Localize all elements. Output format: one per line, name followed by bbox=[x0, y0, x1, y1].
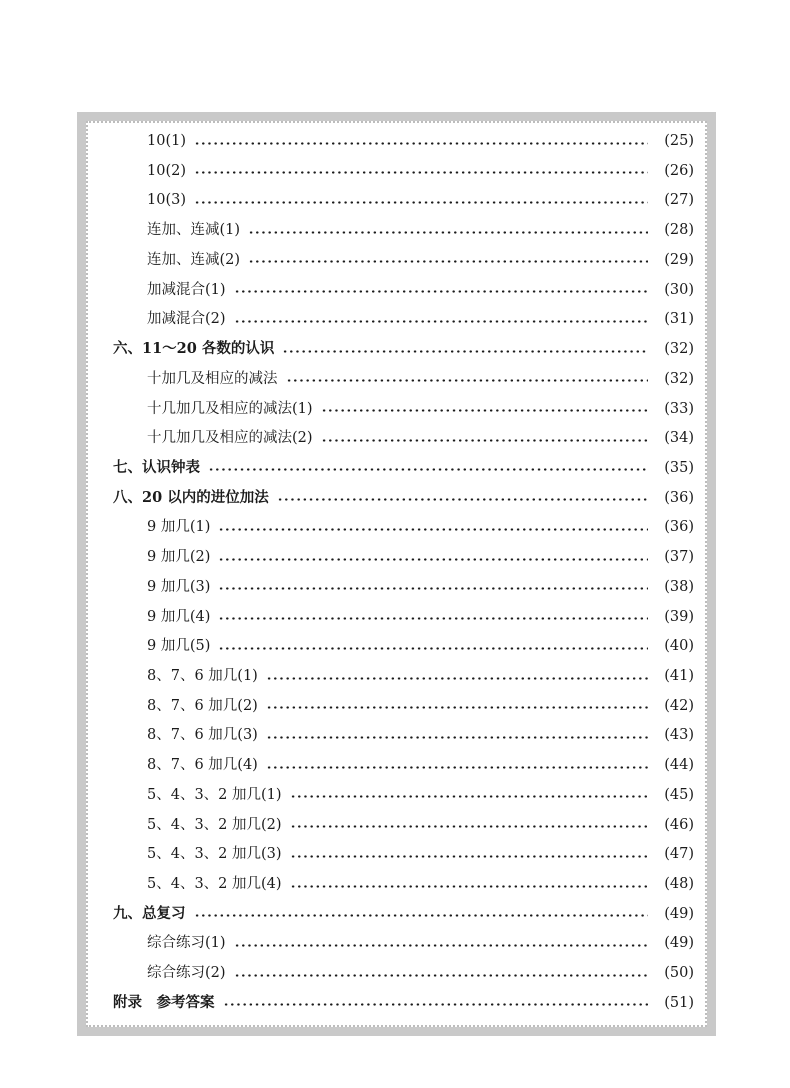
toc-page-number: (37) bbox=[664, 549, 694, 566]
toc-page-number: (51) bbox=[664, 994, 694, 1011]
toc-page-number: (42) bbox=[664, 697, 694, 714]
toc-entry-title: 9 加几(4) bbox=[147, 608, 211, 625]
toc-page-number: (39) bbox=[664, 608, 694, 625]
toc-page-number: (43) bbox=[664, 727, 694, 744]
toc-page-number: (27) bbox=[664, 192, 694, 209]
dot-leader bbox=[277, 498, 648, 501]
toc-page-number: (32) bbox=[664, 341, 694, 357]
toc-page-number: (45) bbox=[664, 786, 694, 803]
toc-page-number: (44) bbox=[664, 757, 694, 774]
toc-entry-title: 综合练习(1) bbox=[147, 935, 226, 952]
dot-leader bbox=[218, 617, 648, 620]
dot-leader bbox=[248, 231, 648, 234]
toc-section-entry[interactable] bbox=[0, 694, 790, 718]
dot-leader bbox=[266, 766, 648, 769]
toc-section-entry[interactable] bbox=[0, 278, 790, 302]
dot-leader bbox=[234, 320, 648, 323]
toc-entry-title: 附录 参考答案 bbox=[113, 993, 215, 1011]
toc-page-number: (34) bbox=[664, 430, 694, 447]
dot-leader bbox=[194, 201, 648, 204]
toc-entry-title: 九、总复习 bbox=[113, 904, 186, 922]
dot-leader bbox=[321, 439, 648, 442]
dot-leader bbox=[266, 736, 648, 739]
toc-entry-title: 5、4、3、2 加几(1) bbox=[147, 786, 282, 803]
toc-entry-title: 5、4、3、2 加几(3) bbox=[147, 846, 282, 863]
toc-section-entry[interactable] bbox=[0, 129, 790, 153]
toc-section-entry[interactable] bbox=[0, 397, 790, 421]
toc-page-number: (40) bbox=[664, 638, 694, 655]
dot-leader bbox=[218, 528, 648, 531]
toc-section-entry[interactable] bbox=[0, 367, 790, 391]
toc-entry-title: 综合练习(2) bbox=[147, 965, 226, 982]
toc-page-number: (32) bbox=[664, 370, 694, 387]
toc-section-entry[interactable] bbox=[0, 753, 790, 777]
toc-section-entry[interactable] bbox=[0, 783, 790, 807]
dot-leader bbox=[290, 885, 648, 888]
toc-entry-title: 5、4、3、2 加几(2) bbox=[147, 816, 282, 833]
toc-entry-title: 十几加几及相应的减法(1) bbox=[147, 400, 313, 417]
toc-page-number: (33) bbox=[664, 400, 694, 417]
dot-leader bbox=[266, 706, 648, 709]
dot-leader bbox=[266, 677, 648, 680]
toc-section-entry[interactable] bbox=[0, 426, 790, 450]
toc-section-entry[interactable] bbox=[0, 248, 790, 272]
dot-leader bbox=[282, 350, 648, 353]
dot-leader bbox=[234, 290, 648, 293]
toc-chapter-entry[interactable] bbox=[0, 902, 790, 926]
toc-page-number: (47) bbox=[664, 846, 694, 863]
toc-page-number: (36) bbox=[664, 489, 694, 506]
toc-section-entry[interactable] bbox=[0, 218, 790, 242]
dot-leader bbox=[208, 468, 648, 471]
toc-entry-title: 六、11～20 各数的认识 bbox=[113, 340, 275, 357]
toc-section-entry[interactable] bbox=[0, 605, 790, 629]
toc-chapter-entry[interactable] bbox=[0, 337, 790, 361]
toc-page-number: (49) bbox=[664, 935, 694, 952]
toc-page-number: (28) bbox=[664, 222, 694, 239]
toc-page-number: (50) bbox=[664, 965, 694, 982]
toc-entry-title: 连加、连减(2) bbox=[147, 251, 241, 268]
toc-page-number: (38) bbox=[664, 578, 694, 595]
toc-entry-title: 8、7、6 加几(2) bbox=[147, 697, 258, 714]
toc-page-number: (46) bbox=[664, 816, 694, 833]
toc-page-number: (31) bbox=[664, 311, 694, 328]
toc-section-entry[interactable] bbox=[0, 961, 790, 985]
toc-section-entry[interactable] bbox=[0, 307, 790, 331]
toc-section-entry[interactable] bbox=[0, 159, 790, 183]
toc-page-number: (29) bbox=[664, 251, 694, 268]
toc-section-entry[interactable] bbox=[0, 664, 790, 688]
toc-entry-title: 8、7、6 加几(4) bbox=[147, 757, 258, 774]
toc-entry-title: 9 加几(2) bbox=[147, 549, 211, 566]
toc-section-entry[interactable] bbox=[0, 842, 790, 866]
toc-entry-title: 10(3) bbox=[147, 192, 186, 209]
toc-section-entry[interactable] bbox=[0, 931, 790, 955]
toc-entry-title: 10(2) bbox=[147, 162, 186, 179]
toc-entry-title: 连加、连减(1) bbox=[147, 222, 241, 239]
dot-leader bbox=[218, 558, 648, 561]
toc-entry-title: 9 加几(1) bbox=[147, 519, 211, 536]
toc-section-entry[interactable] bbox=[0, 188, 790, 212]
toc-entry-title: 8、7、6 加几(3) bbox=[147, 727, 258, 744]
toc-section-entry[interactable] bbox=[0, 723, 790, 747]
toc-entry-title: 10(1) bbox=[147, 133, 186, 149]
toc-section-entry[interactable] bbox=[0, 515, 790, 539]
toc-entry-title: 8、7、6 加几(1) bbox=[147, 668, 258, 684]
toc-entry-title: 十几加几及相应的减法(2) bbox=[147, 430, 313, 447]
dot-leader bbox=[218, 587, 648, 590]
toc-section-entry[interactable] bbox=[0, 634, 790, 658]
toc-entry-title: 5、4、3、2 加几(4) bbox=[147, 876, 282, 892]
toc-entry-title: 9 加几(5) bbox=[147, 638, 211, 655]
dot-leader bbox=[290, 825, 648, 828]
toc-entry-title: 十加几及相应的减法 bbox=[147, 370, 278, 387]
dot-leader bbox=[290, 855, 648, 858]
toc-entry-title: 9 加几(3) bbox=[147, 578, 211, 595]
toc-page-number: (41) bbox=[664, 668, 694, 684]
toc-page-number: (36) bbox=[664, 519, 694, 536]
toc-page-number: (49) bbox=[664, 905, 694, 922]
toc-entry-title: 八、20 以内的进位加法 bbox=[113, 488, 269, 506]
toc-section-entry[interactable] bbox=[0, 575, 790, 599]
toc-section-entry[interactable] bbox=[0, 872, 790, 896]
dot-leader bbox=[290, 795, 648, 798]
toc-chapter-entry[interactable] bbox=[0, 456, 790, 480]
toc-entry-title: 七、认识钟表 bbox=[113, 458, 200, 476]
dot-leader bbox=[218, 647, 648, 650]
toc-entry-title: 加减混合(1) bbox=[147, 281, 226, 298]
toc-page-number: (25) bbox=[664, 133, 694, 149]
dot-leader bbox=[248, 260, 648, 263]
dot-leader bbox=[321, 409, 648, 412]
toc-page-number: (35) bbox=[664, 459, 694, 476]
toc-page-number: (30) bbox=[664, 281, 694, 298]
toc-entry-title: 加减混合(2) bbox=[147, 311, 226, 328]
toc-section-entry[interactable] bbox=[0, 545, 790, 569]
toc-chapter-entry[interactable] bbox=[0, 486, 790, 510]
dot-leader bbox=[234, 974, 648, 977]
toc-section-entry[interactable] bbox=[0, 813, 790, 837]
dot-leader bbox=[286, 379, 649, 382]
dot-leader bbox=[194, 171, 648, 174]
dot-leader bbox=[194, 914, 649, 917]
dot-leader bbox=[194, 142, 648, 145]
toc-page-number: (26) bbox=[664, 162, 694, 179]
toc-page-number: (48) bbox=[664, 876, 694, 892]
dot-leader bbox=[223, 1003, 649, 1006]
dot-leader bbox=[234, 944, 648, 947]
toc-chapter-entry[interactable] bbox=[0, 991, 790, 1015]
